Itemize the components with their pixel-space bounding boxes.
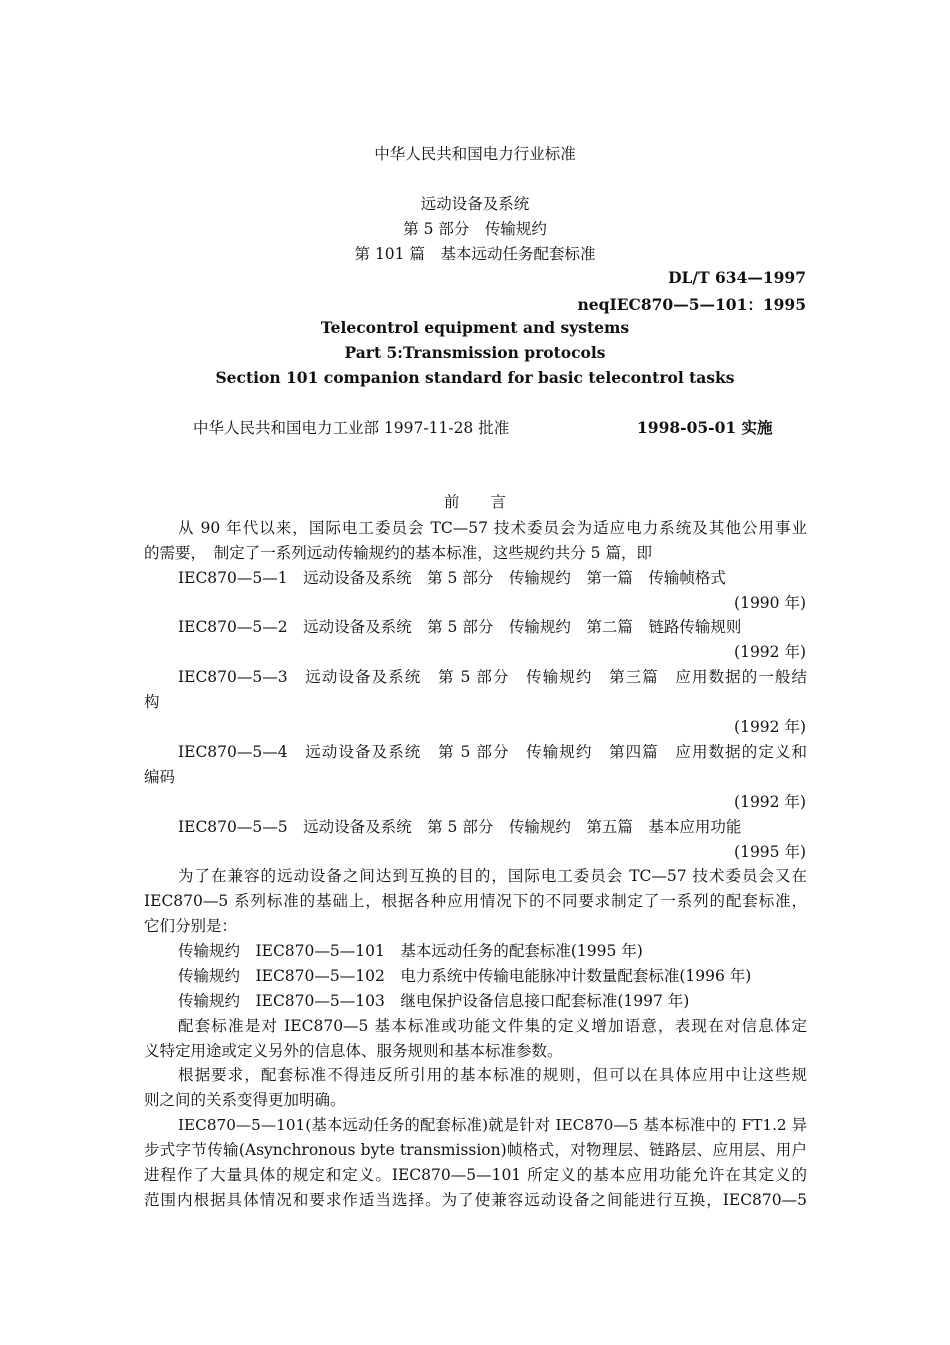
standard-item-4-line-2: 编码 bbox=[144, 768, 176, 786]
paragraph-5-line-1: IEC870—5—101(基本远动任务的配套标准)就是针对 IEC870—5 基本标准中的 FT1.2 异 bbox=[178, 1116, 807, 1134]
standard-item-4-line-1: IEC870—5—4 远动设备及系统 第 5 部分 传输规约 第四篇 应用数据的定义和 bbox=[178, 743, 807, 761]
standard-item-2: IEC870—5—2 远动设备及系统 第 5 部分 传输规约 第二篇 链路传输规则 bbox=[178, 618, 742, 636]
paragraph-1-line-2: 的需要， 制定了一系列远动传输规约的基本标准，这些规约共分 5 篇，即 bbox=[144, 544, 652, 562]
title-cn-line-3: 第 101 篇 基本远动任务配套标准 bbox=[354, 245, 596, 263]
implementation-date: 1998-05-01 实施 bbox=[637, 418, 773, 437]
standard-item-1-year: (1990 年) bbox=[734, 594, 806, 612]
standard-item-2-year: (1992 年) bbox=[734, 643, 806, 661]
companion-standard-1: 传输规约 IEC870—5—101 基本远动任务的配套标准(1995 年) bbox=[178, 942, 643, 960]
industry-standard-heading: 中华人民共和国电力行业标准 bbox=[374, 145, 576, 163]
title-en-line-3: Section 101 companion standard for basic telecontrol tasks bbox=[215, 368, 735, 387]
standard-item-3-year: (1992 年) bbox=[734, 718, 806, 736]
companion-standard-3: 传输规约 IEC870—5—103 继电保护设备信息接口配套标准(1997 年) bbox=[178, 992, 690, 1010]
standard-code: DL/T 634—1997 bbox=[668, 268, 806, 287]
foreword-heading: 前 言 bbox=[443, 493, 506, 511]
paragraph-2-line-2: IEC870—5 系列标准的基础上，根据各种应用情况下的不同要求制定了一系列的配套标准， bbox=[144, 892, 807, 910]
paragraph-2-line-1: 为了在兼容的远动设备之间达到互换的目的，国际电工委员会 TC—57 技术委员会又在 bbox=[178, 867, 807, 885]
paragraph-5-line-4: 范围内根据具体情况和要求作适当选择。为了使兼容远动设备之间能进行互换，IEC870—5 bbox=[144, 1191, 807, 1209]
paragraph-4-line-2: 则之间的关系变得更加明确。 bbox=[144, 1091, 346, 1109]
companion-standard-2: 传输规约 IEC870—5—102 电力系统中传输电能脉冲计数量配套标准(1996 年) bbox=[178, 967, 752, 985]
standard-item-5-year: (1995 年) bbox=[734, 843, 806, 861]
paragraph-5-line-3: 进程作了大量具体的规定和定义。IEC870—5—101 所定义的基本应用功能允许在其定义的 bbox=[144, 1166, 807, 1184]
paragraph-3-line-2: 义特定用途或定义另外的信息体、服务规则和基本标准参数。 bbox=[144, 1042, 563, 1060]
standard-item-5: IEC870—5—5 远动设备及系统 第 5 部分 传输规约 第五篇 基本应用功能 bbox=[178, 818, 742, 836]
standard-item-3-line-2: 构 bbox=[144, 693, 160, 711]
title-en-line-1: Telecontrol equipment and systems bbox=[320, 318, 630, 337]
equivalent-standard: neqIEC870—5—101：1995 bbox=[577, 295, 806, 314]
standard-item-1: IEC870—5—1 远动设备及系统 第 5 部分 传输规约 第一篇 传输帧格式 bbox=[178, 569, 726, 587]
standard-item-3-line-1: IEC870—5—3 远动设备及系统 第 5 部分 传输规约 第三篇 应用数据的一般结 bbox=[178, 668, 807, 686]
title-cn-line-2: 第 5 部分 传输规约 bbox=[403, 220, 547, 238]
standard-item-4-year: (1992 年) bbox=[734, 793, 806, 811]
paragraph-5-line-2: 步式字节传输(Asynchronous byte transmission)帧格式，对物理层、链路层、应用层、用户 bbox=[144, 1141, 807, 1159]
title-en-line-2: Part 5:Transmission protocols bbox=[344, 343, 606, 362]
paragraph-4-line-1: 根据要求，配套标准不得违反所引用的基本标准的规则，但可以在具体应用中让这些规 bbox=[178, 1066, 807, 1084]
paragraph-1-line-1: 从 90 年代以来，国际电工委员会 TC—57 技术委员会为适应电力系统及其他公用事业 bbox=[178, 519, 807, 537]
paragraph-2-line-3: 它们分别是： bbox=[144, 917, 238, 935]
title-cn-line-1: 远动设备及系统 bbox=[420, 195, 530, 213]
paragraph-3-line-1: 配套标准是对 IEC870—5 基本标准或功能文件集的定义增加语意，表现在对信息体定 bbox=[178, 1017, 807, 1035]
approval-line: 中华人民共和国电力工业部 1997-11-28 批准 bbox=[193, 419, 510, 437]
